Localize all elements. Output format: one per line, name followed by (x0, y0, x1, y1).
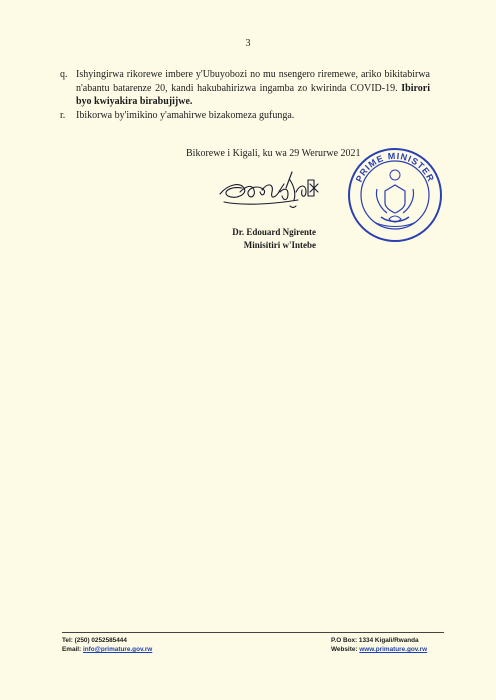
list-item-body: Ishyingirwa rikorewe imbere y'Ubuyobozi no mu nsengero riremewe, ariko bikitabirwa n'abantu batarenze 20, kandi hakubahirizwa ingamba zo kwirinda COVID-19. (76, 69, 430, 94)
official-seal (345, 145, 445, 245)
footer-email-line (62, 645, 152, 654)
seal-text: PRIME MINISTER (353, 150, 437, 184)
list-item-q (60, 68, 430, 109)
page-number: 3 (245, 38, 251, 49)
footer-email-link[interactable]: info@primature.gov.rw (82, 646, 153, 653)
measures-list (60, 68, 430, 122)
list-marker: r. (60, 109, 66, 121)
list-item-text (76, 109, 430, 123)
footer-website-label: Website: (331, 646, 358, 653)
handwritten-signature (214, 162, 330, 222)
place-and-date: Bikorewe i Kigali, ku wa 29 Werurwe 2021 (186, 148, 361, 159)
footer-po-box: P.O Box: 1334 Kigali/Rwanda (331, 637, 419, 644)
list-item-body: Ibikorwa by'imikino y'amahirwe bizakomeza gufunga. (76, 109, 295, 121)
svg-text:PRIME MINISTER (354, 151, 437, 184)
signatory-block (196, 226, 316, 252)
footer-website-link[interactable]: www.primature.gov.rw (359, 646, 428, 653)
signatory-name: Dr. Edouard Ngirente (232, 227, 316, 237)
list-item-emphasis: Ibirori byo kwiyakira birabujijwe. (76, 82, 430, 108)
list-marker: q. (60, 69, 68, 80)
footer-email-label: Email: (62, 646, 82, 653)
list-item-text (76, 68, 430, 109)
footer-website-line (331, 645, 427, 654)
list-item-r (60, 109, 430, 123)
footer-contact (62, 636, 152, 654)
footer-divider (62, 632, 444, 633)
signatory-title: Minisitiri w'Intebe (243, 240, 316, 250)
footer-tel: Tel: (250) 0252585444 (62, 637, 127, 644)
footer-address (331, 636, 427, 654)
